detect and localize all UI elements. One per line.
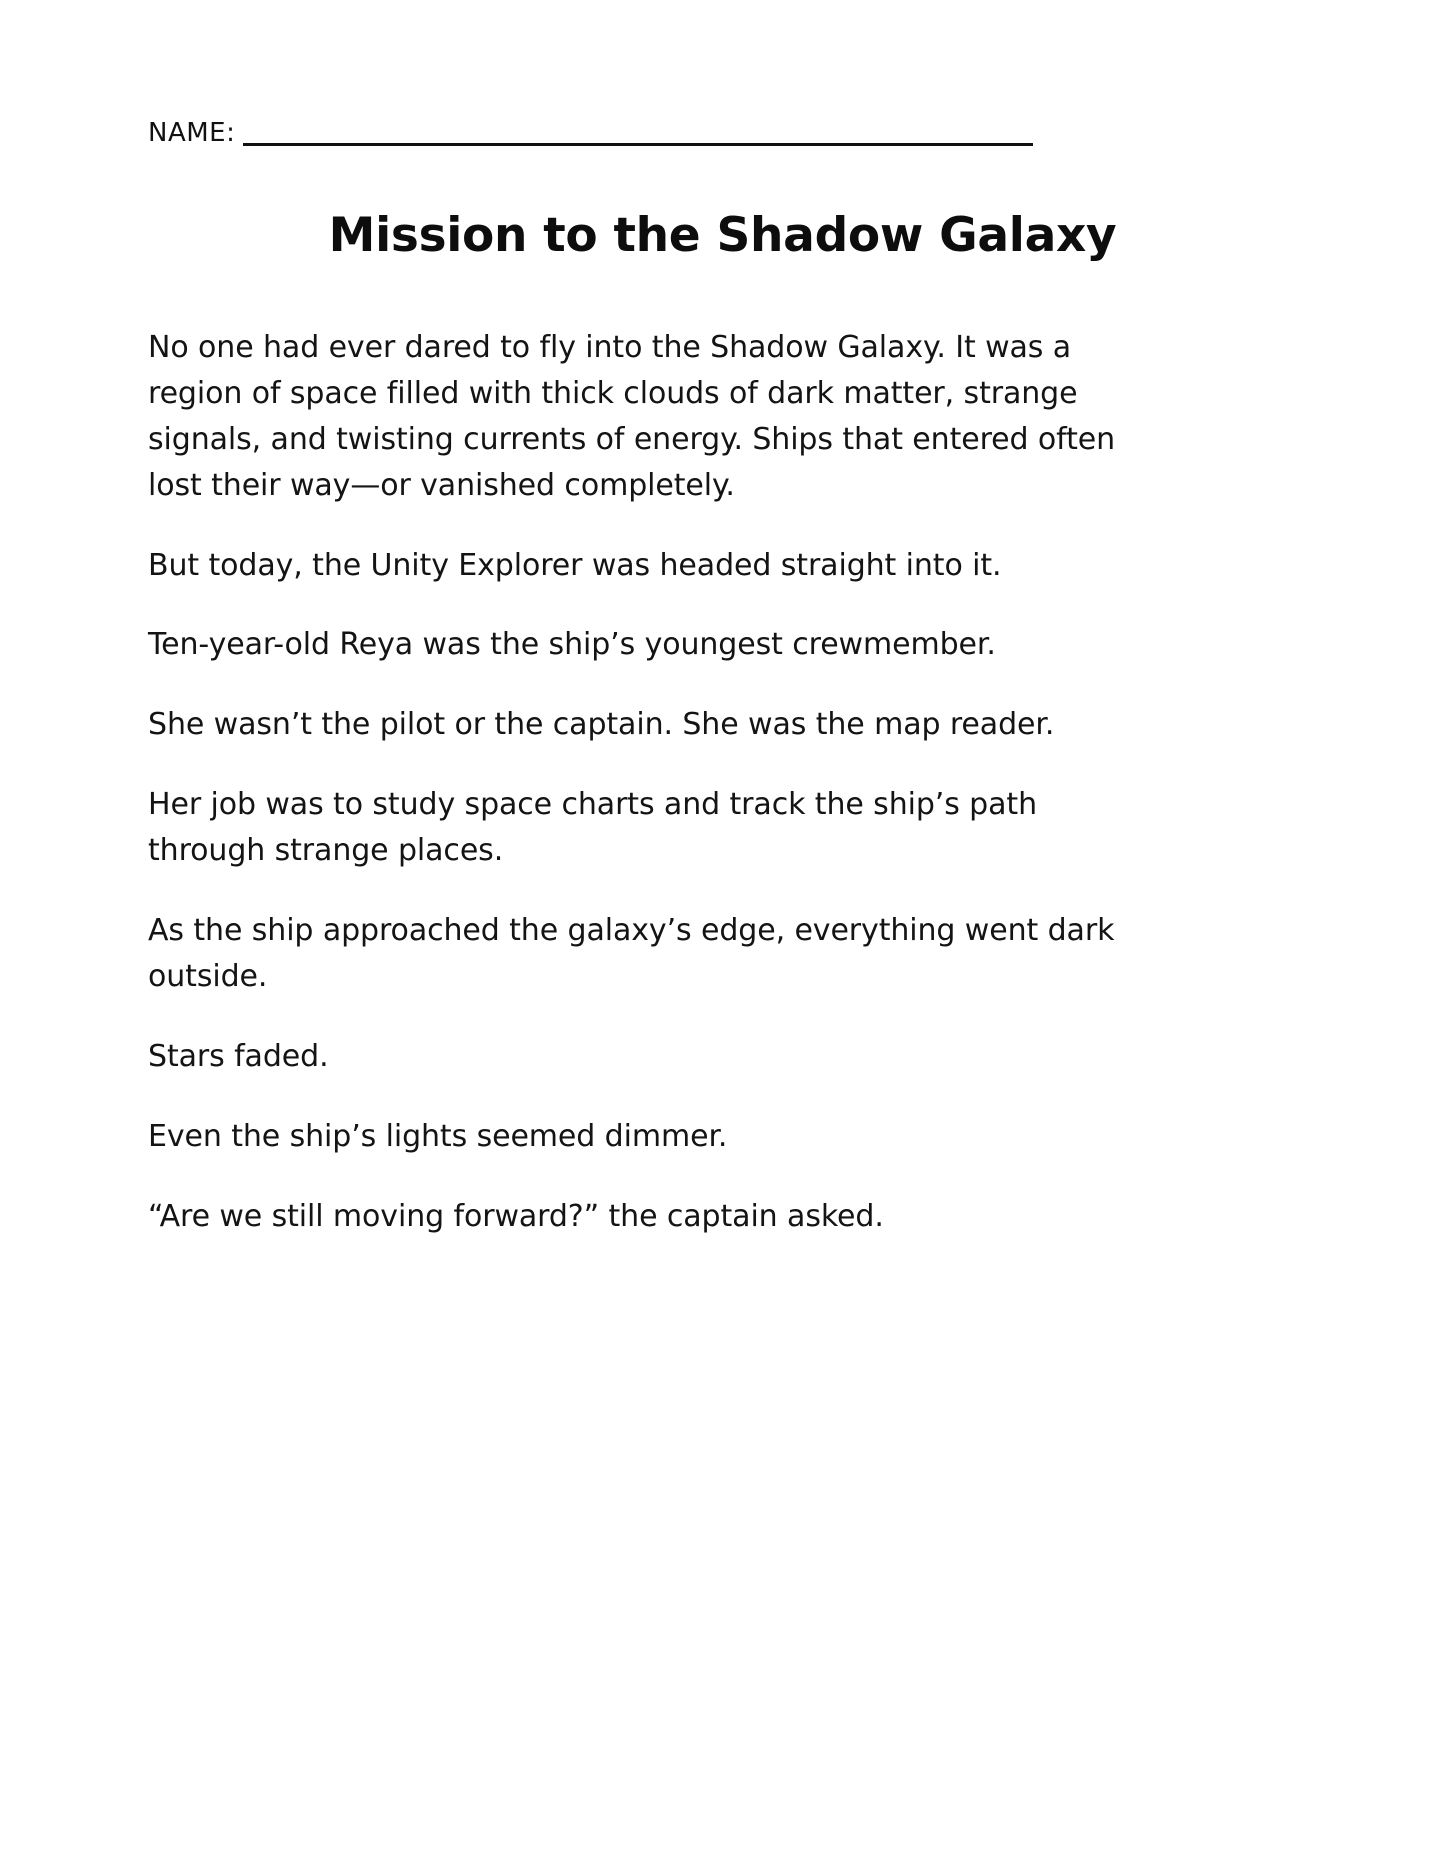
name-field-row — [148, 120, 1297, 150]
story-paragraph: But today, the Unity Explorer was headed straight into it. — [148, 547, 1002, 583]
story-paragraph: As the ship approached the galaxy’s edge, everything went dark outside. — [148, 913, 1115, 994]
story-paragraph: Ten-year-old Reya was the ship’s youngest crewmember. — [148, 627, 996, 663]
page-title: Mission to the Shadow Galaxy — [328, 208, 1117, 263]
story-paragraph: No one had ever dared to fly into the Shadow Galaxy. It was a region of space filled with thick clouds of dark matter, strange signals, and twisting currents of energy. Ships that entered often lost their way—or vanished completely. — [148, 330, 1116, 503]
story-paragraph: Stars faded. — [148, 1038, 329, 1074]
name-label: NAME: — [148, 118, 236, 148]
story-paragraph: Her job was to study space charts and track the ship’s path through strange places. — [148, 787, 1037, 869]
story-body — [148, 325, 1297, 1239]
story-paragraph: “Are we still moving forward?” the captain asked. — [148, 1198, 884, 1234]
story-paragraph: She wasn’t the pilot or the captain. She was the map reader. — [148, 707, 1055, 743]
story-paragraph: Even the ship’s lights seemed dimmer. — [148, 1118, 728, 1154]
name-input-line[interactable] — [243, 143, 1033, 146]
